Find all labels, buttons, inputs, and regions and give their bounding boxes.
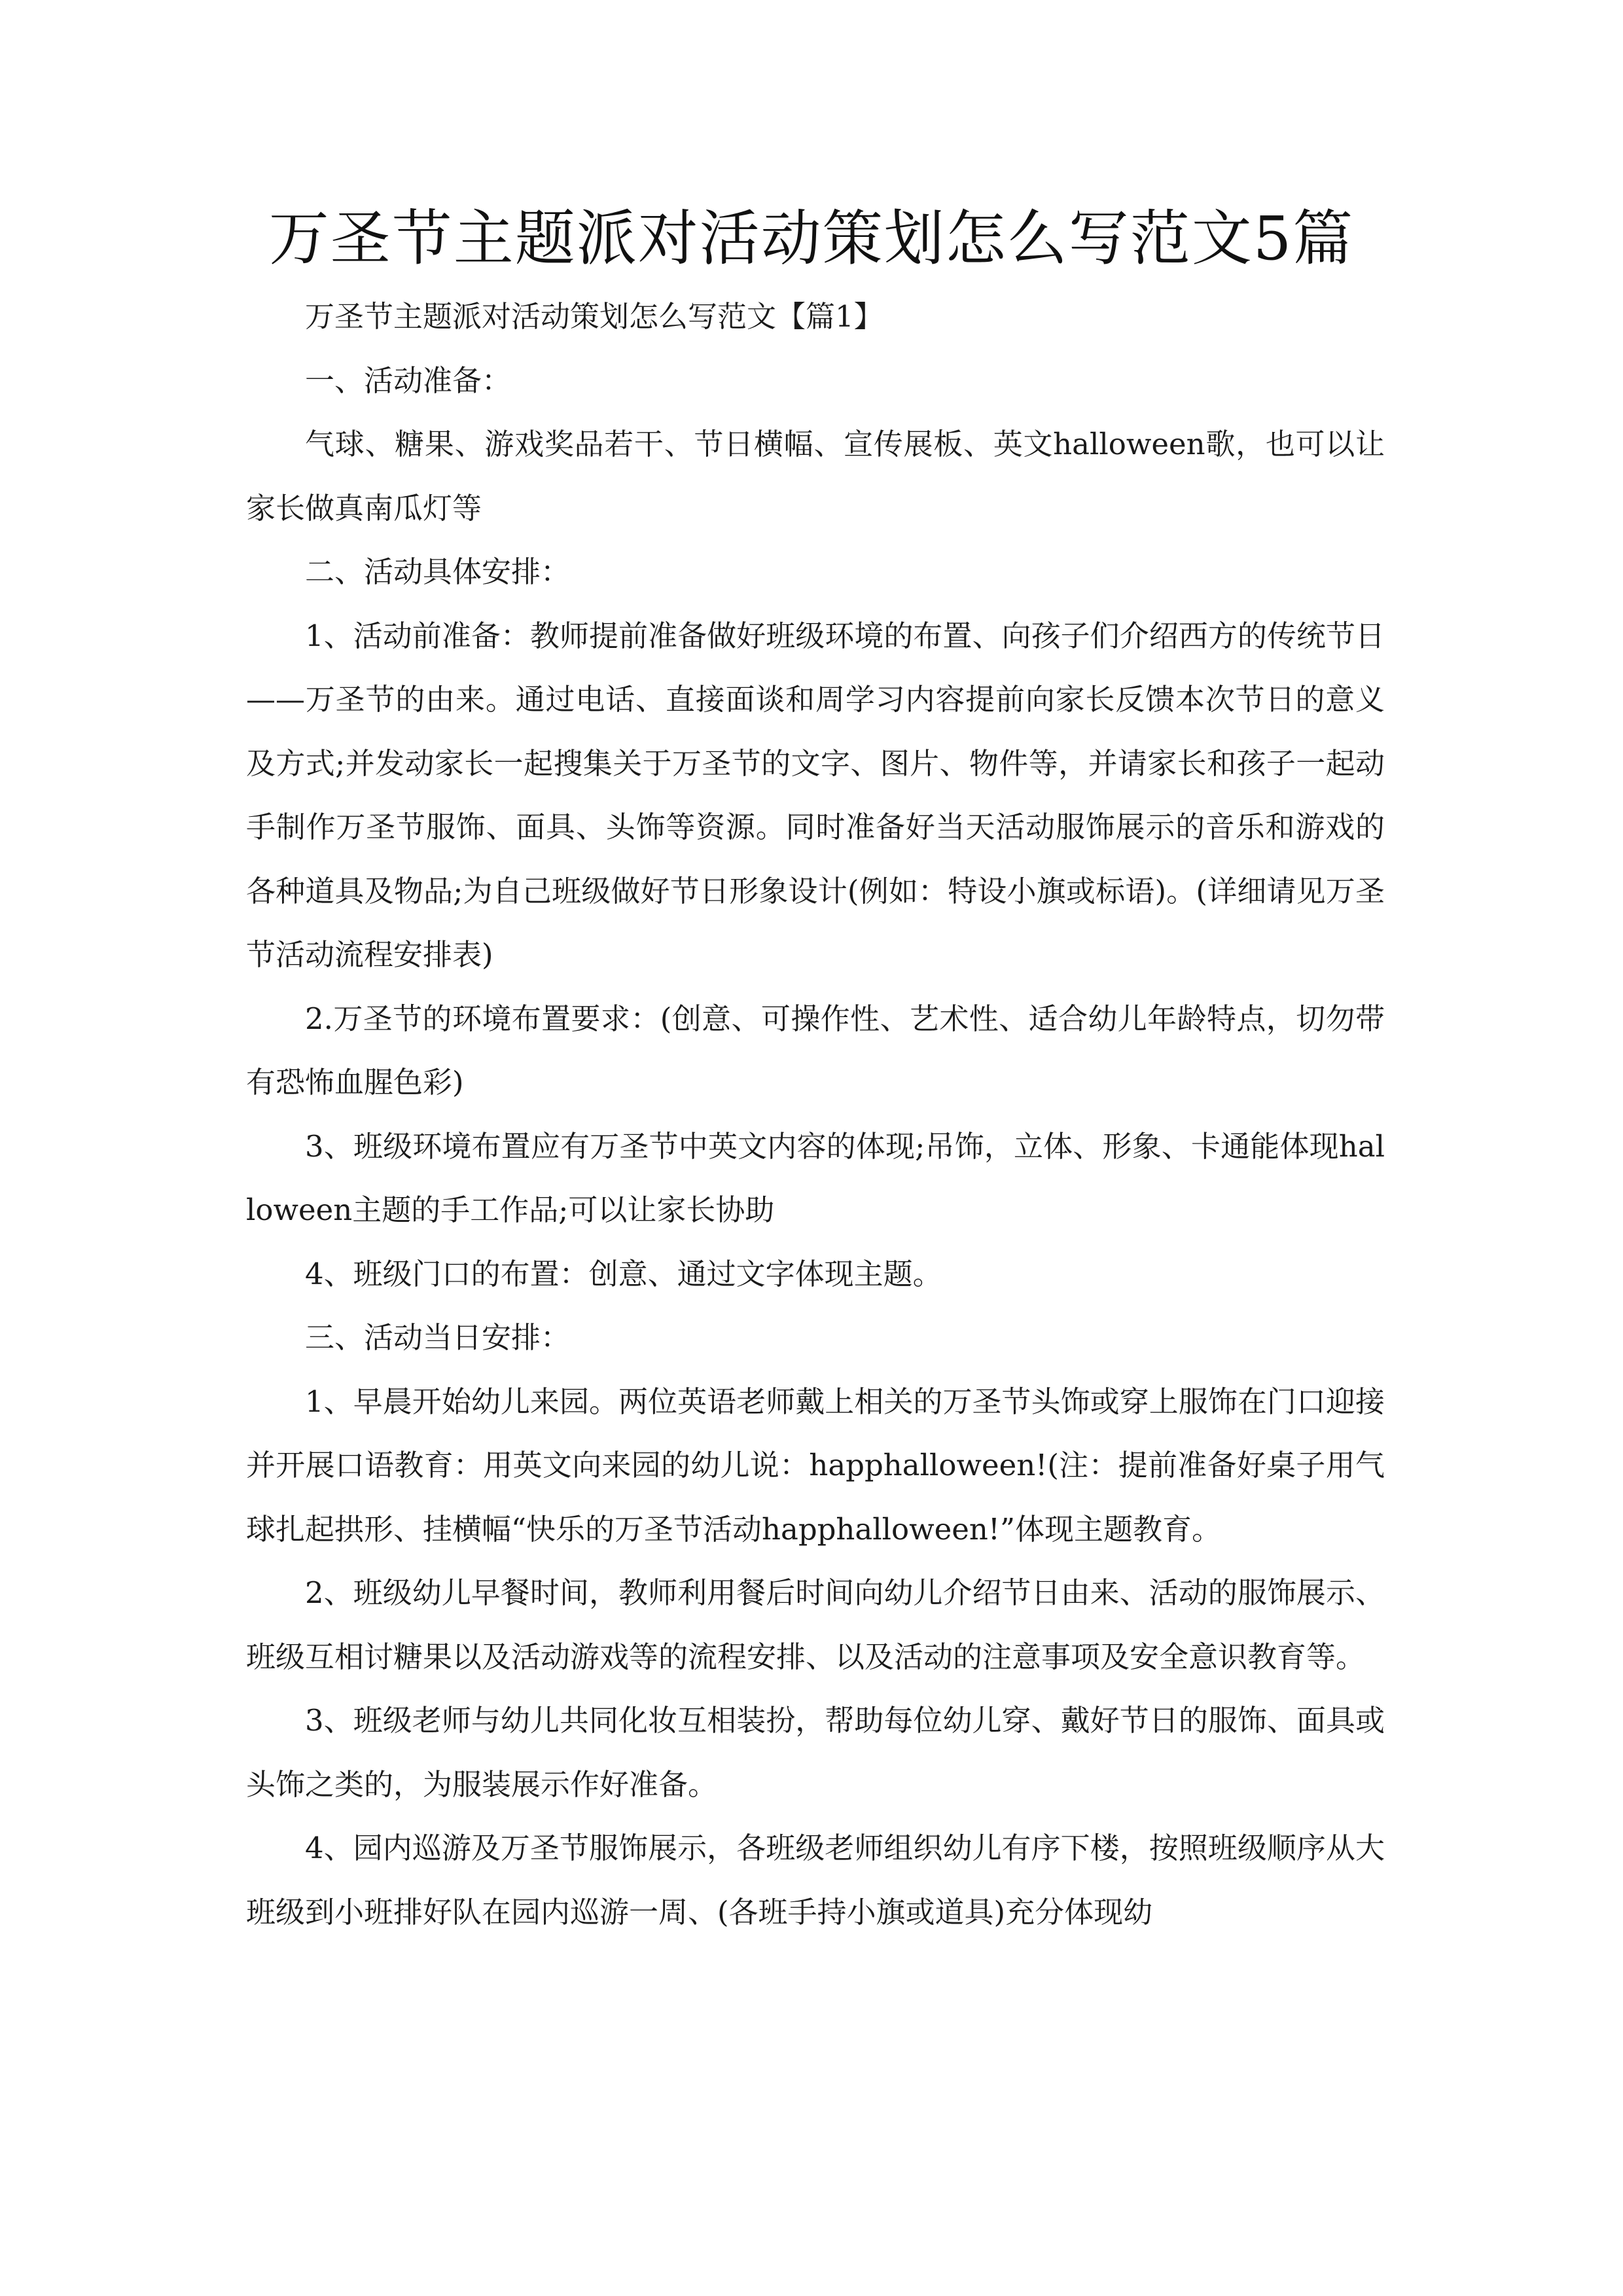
paragraph-section-2-heading: 二、活动具体安排： (305, 554, 571, 589)
paragraph-section-1-heading: 一、活动准备： (305, 363, 512, 398)
paragraph-breakfast-time: 2、班级幼儿早餐时间，教师利用餐后时间向幼儿介绍节日由来、活动的服饰展示、班级互相讨糖果以及活动游戏等的流程安排、以及活动的注意事项及安全意识教育等。 (246, 1575, 1385, 1674)
paragraph-morning-arrival: 1、早晨开始幼儿来园。两位英语老师戴上相关的万圣节头饰或穿上服饰在门口迎接并开展口语教育：用英文向来园的幼儿说：happhalloween!(注：提前准备好桌子用气球扎起拱形、挂横幅“快乐的万圣节活动happhalloween!”体现主题教育。 (246, 1384, 1385, 1547)
paragraph-parade: 4、园内巡游及万圣节服饰展示，各班级老师组织幼儿有序下楼，按照班级顺序从大班级到小班排好队在园内巡游一周、(各班手持小旗或道具)充分体现幼 (246, 1831, 1385, 1929)
paragraph-pre-activity: 1、活动前准备：教师提前准备做好班级环境的布置、向孩子们介绍西方的传统节日——万圣节的由来。通过电话、直接面谈和周学习内容提前向家长反馈本次节日的意义及方式;并发动家长一起搜集关于万圣节的文字、图片、物件等，并请家长和孩子一起动手制作万圣节服饰、面具、头饰等资源。同时准备好当天活动服饰展示的音乐和游戏的各种道具及物品;为自己班级做好节日形象设计(例如：特设小旗或标语)。(详细请见万圣节活动流程安排表) (246, 618, 1385, 972)
document-title: 万圣节主题派对活动策划怎么写范文5篇 (268, 204, 1355, 274)
paragraph-costume-makeup: 3、班级老师与幼儿共同化妆互相装扮，帮助每位幼儿穿、戴好节日的服饰、面具或头饰之类的，为服装展示作好准备。 (246, 1703, 1385, 1802)
paragraph-preparation-items: 气球、糖果、游戏奖品若干、节日横幅、宣传展板、英文halloween歌，也可以让家长做真南瓜灯等 (246, 427, 1385, 526)
paragraph-subtitle: 万圣节主题派对活动策划怎么写范文【篇1】 (305, 299, 883, 334)
paragraph-section-3-heading: 三、活动当日安排： (305, 1320, 571, 1355)
document-body (246, 285, 1385, 1944)
paragraph-class-decoration: 3、班级环境布置应有万圣节中英文内容的体现;吊饰，立体、形象、卡通能体现halloween主题的手工作品;可以让家长协助 (246, 1128, 1385, 1227)
paragraph-door-decoration: 4、班级门口的布置：创意、通过文字体现主题。 (305, 1256, 942, 1291)
paragraph-environment-requirements: 2.万圣节的环境布置要求：(创意、可操作性、艺术性、适合幼儿年龄特点，切勿带有恐怖血腥色彩) (246, 1001, 1385, 1100)
